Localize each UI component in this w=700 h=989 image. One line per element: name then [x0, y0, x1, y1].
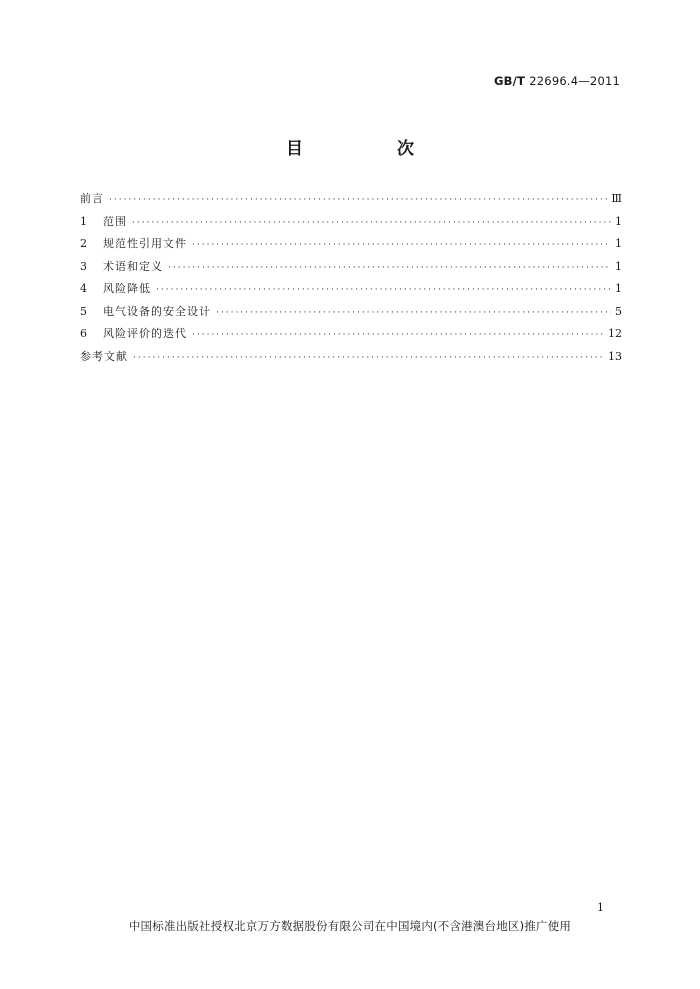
page-title: 目 次 [286, 139, 458, 159]
toc-item-label: 规范性引用文件 [103, 237, 187, 250]
toc-item-electrical-safety-design[interactable] [80, 303, 622, 326]
toc-item-label: 风险降低 [103, 282, 151, 295]
toc-item-risk-evaluation-iteration[interactable] [80, 325, 622, 348]
toc-item-scope[interactable] [80, 213, 622, 236]
toc-item-label: 参考文献 [80, 349, 128, 363]
toc-item-page: 5 [615, 304, 622, 318]
toc-item-label: 前言 [80, 192, 104, 205]
toc-item-page: 1 [615, 282, 622, 295]
toc-leader-dots [133, 353, 605, 363]
table-of-contents [80, 190, 622, 370]
toc-item-page: 1 [615, 237, 622, 250]
license-footer: 中国标准出版社授权北京万方数据股份有限公司在中国境内(不含港澳台地区)推广使用 [128, 919, 572, 933]
toc-item-normative-references[interactable] [80, 235, 622, 258]
toc-leader-dots [156, 285, 611, 295]
toc-item-number: 6 [80, 327, 87, 340]
toc-item-page: 1 [615, 214, 622, 228]
toc-item-number: 3 [80, 259, 87, 273]
standard-code [494, 74, 620, 88]
toc-leader-dots [168, 263, 611, 273]
toc-item-page: Ⅲ [611, 192, 622, 205]
toc-item-label: 电气设备的安全设计 [103, 304, 211, 318]
standard-number: 22696.4—2011 [529, 74, 620, 88]
toc-item-number: 5 [80, 304, 87, 318]
toc-item-number: 1 [80, 214, 87, 228]
toc-item-number: 2 [80, 237, 87, 250]
toc-leader-dots [192, 330, 605, 340]
toc-leader-dots [109, 195, 608, 205]
toc-item-page: 1 [615, 259, 622, 273]
toc-item-label: 风险评价的迭代 [103, 327, 187, 340]
toc-item-terms-definitions[interactable] [80, 258, 622, 281]
toc-item-foreword[interactable] [80, 190, 622, 213]
page-number: 1 [597, 901, 604, 914]
toc-leader-dots [192, 240, 611, 250]
toc-item-label: 范围 [103, 214, 127, 228]
toc-item-page: 12 [608, 327, 622, 340]
toc-leader-dots [132, 218, 611, 228]
toc-item-number: 4 [80, 282, 87, 295]
toc-item-risk-reduction[interactable] [80, 280, 622, 303]
toc-item-label: 术语和定义 [103, 259, 163, 273]
standard-prefix: GB/T [493, 74, 526, 88]
toc-item-page: 13 [608, 349, 622, 363]
toc-leader-dots [216, 308, 611, 318]
toc-item-bibliography[interactable] [80, 348, 622, 371]
